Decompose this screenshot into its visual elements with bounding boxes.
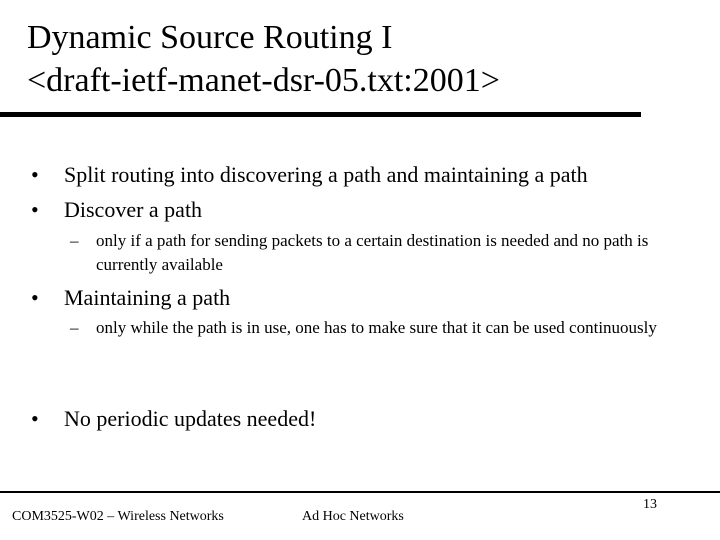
bullet-marker: • [31,285,39,310]
bullet-item [31,406,316,432]
footer-topic: Ad Hoc Networks [302,509,404,524]
slide-title-line-2: <draft-ietf-manet-dsr-05.txt:2001> [27,62,500,99]
sub-bullet-item [70,316,700,340]
bullet-marker: • [31,197,39,222]
bullet-text: Discover a path [64,197,203,222]
slide-title-line-1: Dynamic Source Routing I [27,19,393,56]
bullet-marker: • [31,162,39,187]
bullet-text: No periodic updates needed! [64,406,317,431]
bullet-item [31,285,230,311]
bullet-item [31,162,588,188]
footer-divider [0,491,720,493]
bullet-item [31,197,202,223]
sub-bullet-text: only while the path is in use, one has to make sure that it can be used continuously [96,318,657,337]
footer-course: COM3525-W02 – Wireless Networks [12,509,224,524]
bullet-text: Maintaining a path [64,285,231,310]
sub-bullet-marker: – [70,231,79,250]
sub-bullet-marker: – [70,318,79,337]
bullet-text: Split routing into discovering a path and maintaining a path [64,162,588,187]
page-number: 13 [643,497,657,512]
sub-bullet-text: only if a path for sending packets to a certain destination is needed and no path is currently available [96,231,649,274]
sub-bullet-item [70,229,700,277]
bullet-marker: • [31,406,39,431]
